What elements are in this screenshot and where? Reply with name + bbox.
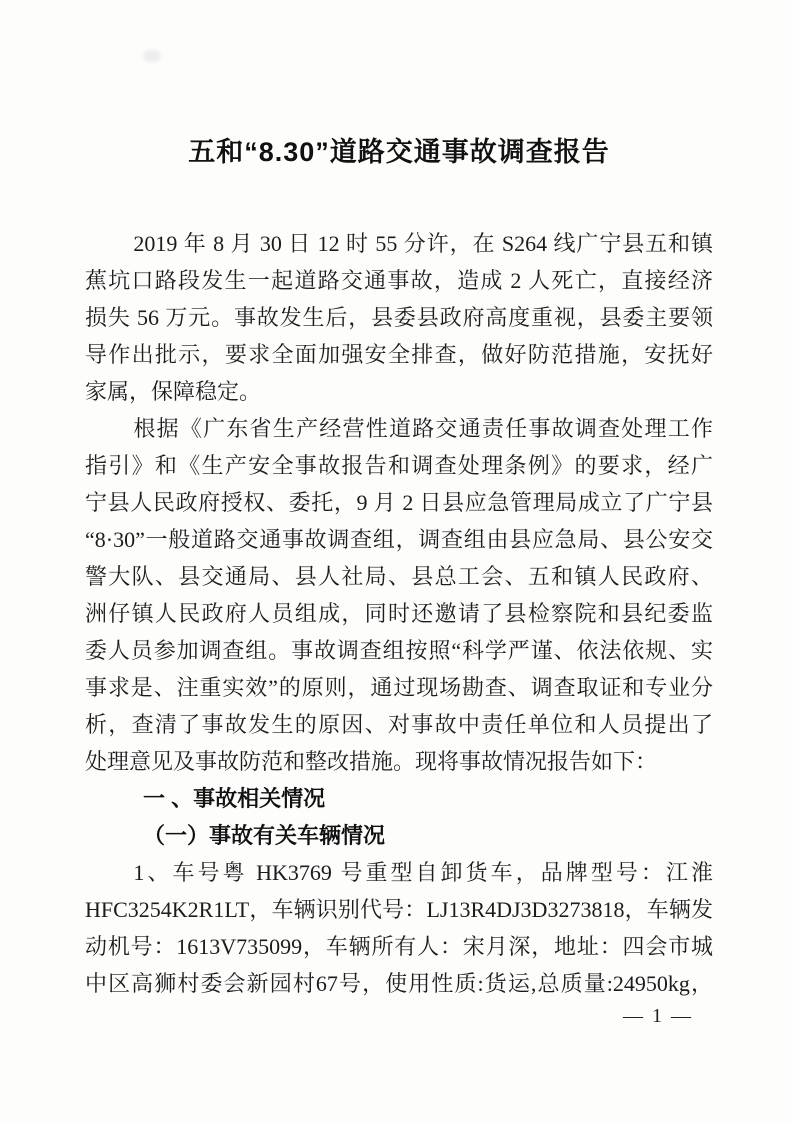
text-line: 指引》和《生产安全事故报告和调查处理条例》的要求，经广: [85, 453, 713, 478]
paragraph-incident-summary: [85, 225, 713, 410]
section-heading-accident-overview: 一 、事故相关情况: [143, 786, 326, 811]
document-body: [85, 225, 713, 1002]
text-line: 蕉坑口路段发生一起道路交通事故，造成 2 人死亡，直接经济: [85, 268, 713, 293]
paragraph-investigation-setup: [85, 410, 713, 780]
page-number: — 1 —: [623, 1005, 693, 1027]
text-line: HFC3254K2R1LT，车辆识别代号：LJ13R4DJ3D3273818，车辆发: [85, 897, 713, 922]
text-line: 事求是、注重实效”的原则，通过现场勘查、调查取证和专业分: [85, 675, 713, 700]
text-line: 析，查清了事故发生的原因、对事故中责任单位和人员提出了: [85, 712, 713, 737]
text-line: 2019 年 8 月 30 日 12 时 55 分许，在 S264 线广宁县五和镇: [133, 231, 713, 256]
text-line: 损失 56 万元。事故发生后，县委县政府高度重视，县委主要领: [85, 305, 713, 330]
scan-smudge-artifact: [143, 50, 161, 62]
paragraph-vehicle-details: [85, 854, 713, 1002]
subsection-heading-vehicle-info: （一）事故有关车辆情况: [143, 823, 386, 848]
text-line: 根据《广东省生产经营性道路交通责任事故调查处理工作: [133, 416, 713, 441]
text-line: 委人员参加调查组。事故调查组按照“科学严谨、依法依规、实: [85, 638, 713, 663]
text-line: 1、车号粤 HK3769 号重型自卸货车，品牌型号：江淮: [133, 860, 713, 885]
text-line: 警大队、县交通局、县人社局、县总工会、五和镇人民政府、: [85, 564, 713, 589]
text-line: “8·30”一般道路交通事故调查组，调查组由县应急局、县公安交: [85, 527, 713, 552]
text-line: 家属，保障稳定。: [85, 379, 262, 404]
text-line: 导作出批示，要求全面加强安全排查，做好防范措施，安抚好: [85, 342, 713, 367]
text-line: 宁县人民政府授权、委托，9 月 2 日县应急管理局成立了广宁县: [85, 490, 713, 515]
text-line: 中区高狮村委会新园村67号，使用性质:货运,总质量:24950kg，: [85, 971, 713, 996]
document-title: 五和“8.30”道路交通事故调查报告: [188, 137, 610, 167]
text-line: 动机号：1613V735099，车辆所有人：宋月深，地址：四会市城: [85, 934, 713, 959]
text-line: 处理意见及事故防范和整改措施。现将事故情况报告如下：: [85, 749, 658, 774]
text-line: 洲仔镇人民政府人员组成，同时还邀请了县检察院和县纪委监: [85, 601, 713, 626]
